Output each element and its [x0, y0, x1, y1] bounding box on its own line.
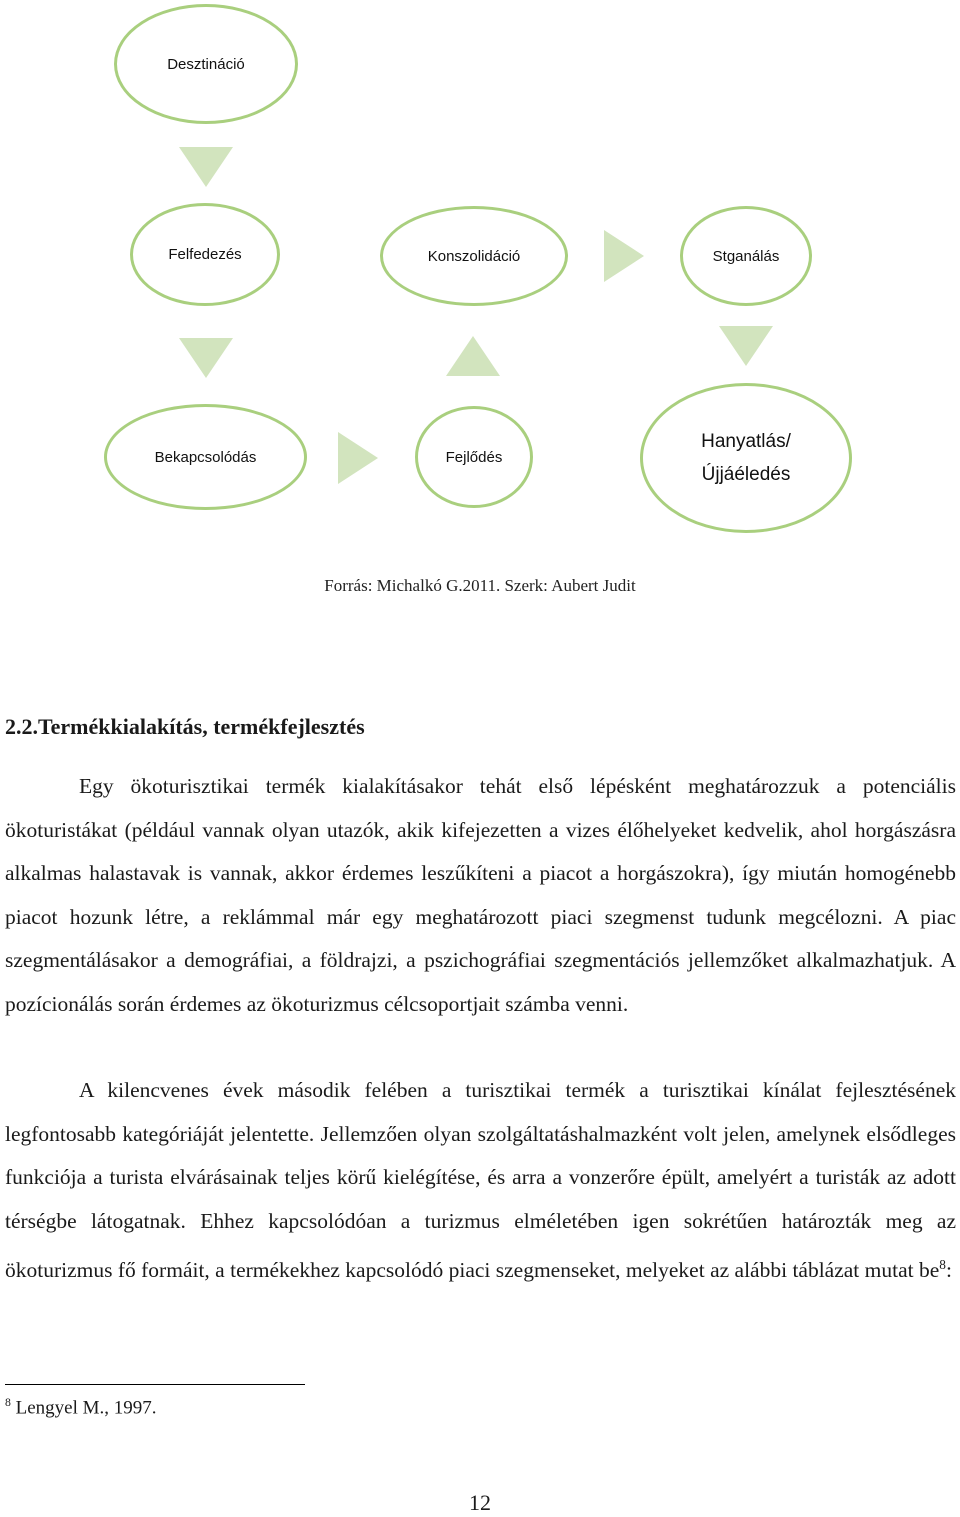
node-development — [415, 406, 533, 508]
footnote-number: 8 — [5, 1396, 11, 1409]
node-development-label: Fejlődés — [445, 448, 503, 466]
footnote-text: Lengyel M., 1997. — [10, 1397, 157, 1419]
paragraph-text: A kilencvenes évek második felében a turisztikai termék a turisztikai kínálat fejlesztésének legfontosabb kategóriáját jelentette. Jellemzően olyan szolgáltatáshalmazként volt jelen, amelynek elsődleges funkciója a turista elvárásainak teljes körű kielégítése, és arra a vonzerőre épült, amelyért a turisták az adott térségbe látogatnak. Ehhez kapcsolódóan a turizmus elméletében igen sokrétűen határozták meg az ökoturizmus fő formáit, a termékekhez kapcsolódó piaci szegmenseket, melyeket az alábbi táblázat mutat be — [5, 1078, 956, 1283]
footnote-ref[interactable]: 8 — [939, 1257, 946, 1273]
arrow-down-icon — [179, 338, 233, 378]
figure-source: Forrás: Michalkó G.2011. Szerk: Aubert Judit — [324, 576, 636, 595]
node-consolidation-label: Konszolidáció — [427, 247, 521, 265]
footnote-divider — [5, 1384, 305, 1385]
page-number: 12 — [469, 1490, 491, 1515]
arrow-right-icon — [604, 230, 644, 282]
node-stagnation-label: Stganálás — [712, 247, 780, 265]
paragraph-end: : — [945, 1258, 952, 1283]
arrow-right-icon — [338, 432, 378, 484]
paragraph-text: Egy ökoturisztikai termék kialakításakor tehát első lépésként meghatározzuk a potenciális ökoturistákat (például vannak olyan utazók, akik kifejezetten a vizes élőhelyeket kedvelik, ahol horgászásra alkalmas halastavak is vannak, akkor érdemes leszűkíteni a piacot a horgászokra), így miután homogénebb piacot hozunk létre, a reklámmal már egy meghatározott piaci szegmenst tudunk megcélozni. A piac szegmentálásakor a demográfiai, a földrajzi, a pszichográfiai szegmentációs jellemzőket alkalmazhatjuk. A pozícionálás során érdemes az ökoturizmus célcsoportjait számba venni. — [5, 774, 956, 1016]
node-exploration-label: Felfedezés — [168, 246, 242, 263]
arrow-up-icon — [446, 336, 500, 376]
arrow-down-icon — [719, 326, 773, 366]
lifecycle-diagram — [0, 0, 960, 560]
node-exploration — [130, 203, 280, 306]
node-destination-label: Desztináció — [167, 55, 245, 73]
node-involvement-label: Bekapcsolódás — [154, 448, 257, 466]
arrow-down-icon — [179, 147, 233, 187]
node-involvement — [104, 404, 307, 510]
node-stagnation — [680, 206, 812, 306]
paragraph — [5, 1069, 956, 1293]
node-consolidation — [380, 206, 568, 306]
node-destination — [114, 4, 298, 124]
footnote — [5, 1396, 157, 1419]
node-decline — [640, 383, 852, 533]
paragraph — [5, 765, 956, 1027]
node-decline-label: Hanyatlás/ Újjáéledés — [701, 431, 791, 485]
section-heading: 2.2.Termékkialakítás, termékfejlesztés — [5, 714, 365, 739]
